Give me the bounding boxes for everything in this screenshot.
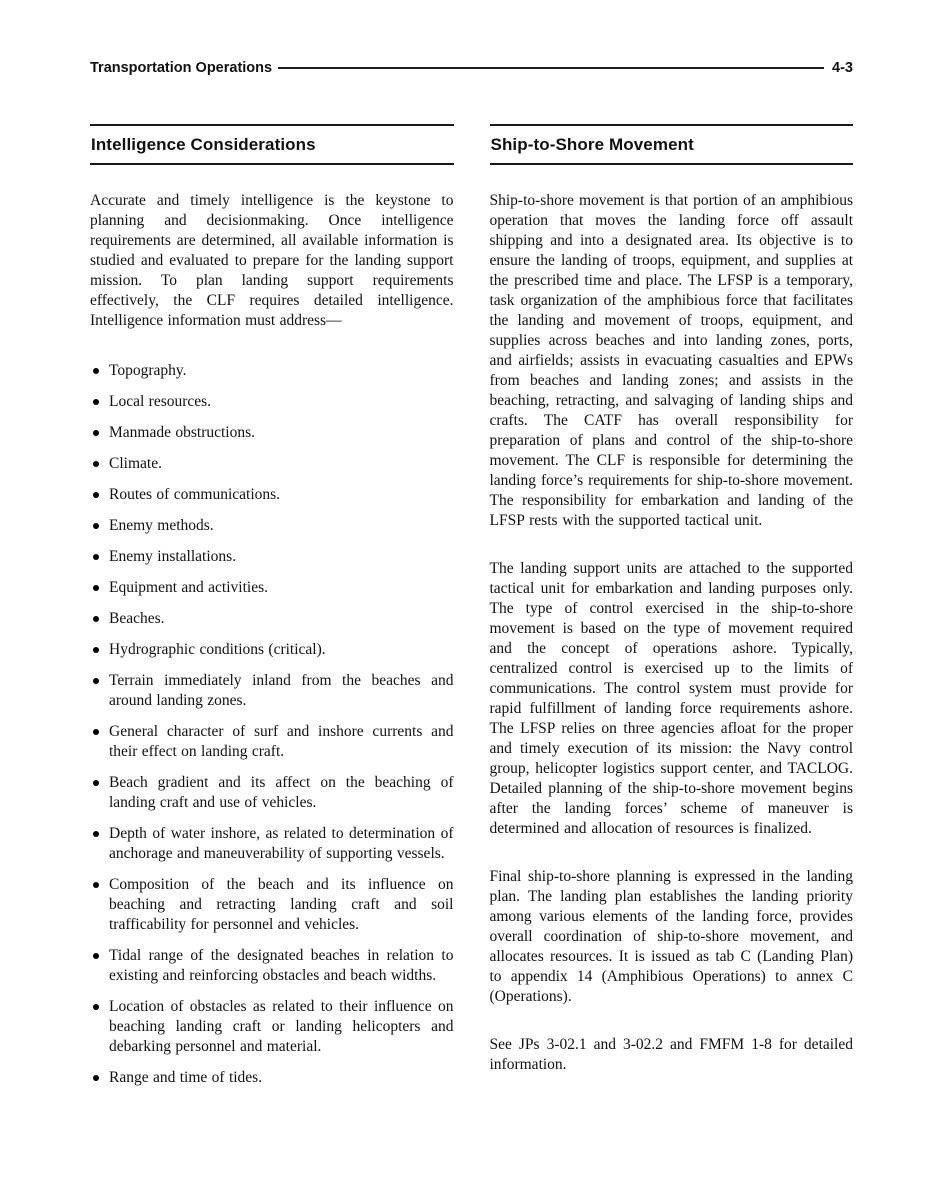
ship-to-shore-paragraph-2: The landing support units are attached to the supported tactical unit for embarkation and landing purposes only. The type of control exercised in the ship-to-shore movement is based on the type of movement required and the concept of operations ashore. Typically, centralized control is exercised up to the limits of communications. The control system must provide for rapid fulfillment of landing force requirements ashore. The LFSP relies on three agencies afloat for the proper and timely execution of its mission: the Navy control group, helicopter logistics support center, and TACLOG. Detailed planning of the ship-to-shore movement begins after the landing forces’ scheme of maneuver is determined and allocation of resources is finalized. <box>489 560 853 837</box>
header-rule <box>278 67 824 69</box>
bullet-item: Climate. <box>90 454 454 474</box>
bullet-item: Tidal range of the designated beaches in relation to existing and reinforcing obstacles and beach widths. <box>90 946 454 986</box>
bullet-item: Routes of communications. <box>90 485 454 505</box>
ship-to-shore-paragraph-4: See JPs 3-02.1 and 3-02.2 and FMFM 1-8 for detailed information. <box>489 1036 853 1073</box>
ship-to-shore-paragraph-1: Ship-to-shore movement is that portion of an amphibious operation that moves the landing force off assault shipping and into a designated area. Its objective is to ensure the landing of troops, equipment, and supplies at the prescribed time and place. The LFSP is a temporary, task organization of the amphibious force that facilitates the landing and movement of troops, equipment, and supplies across beaches and into landing zones, ports, and airfields; assists in evacuating casualties and EPWs from beaches and landing zones; and assists in the beaching, retracting, and salvaging of landing ships and crafts. The CATF has overall responsibility for preparation of plans and control of the ship-to-shore movement. The CLF is responsible for determining the landing force’s requirements for ship-to-shore movement. The responsibility for embarkation and landing of the LFSP rests with the supported tactical unit. <box>489 192 853 529</box>
bullet-item: Topography. <box>90 361 454 381</box>
bullet-item: Equipment and activities. <box>90 578 454 598</box>
page-header <box>90 60 853 76</box>
bullet-item: Manmade obstructions. <box>90 423 454 443</box>
section-heading-intelligence-considerations: Intelligence Considerations <box>90 124 454 165</box>
intelligence-intro-paragraph: Accurate and timely intelligence is the keystone to planning and decisionmaking. Once intelligence requirements are determined, all available information is studied and evaluated to prepare for the landing support mission. To plan landing support requirements effectively, the CLF requires detailed intelligence. Intelligence information must address— <box>90 192 454 329</box>
bullet-item: General character of surf and inshore currents and their effect on landing craft. <box>90 722 454 762</box>
running-head: Transportation Operations <box>90 60 273 76</box>
bullet-item: Depth of water inshore, as related to determination of anchorage and maneuverability of supporting vessels. <box>90 824 454 864</box>
intelligence-bullet-list <box>90 361 454 1088</box>
right-column <box>490 124 854 1103</box>
bullet-item: Composition of the beach and its influence on beaching and retracting landing craft and soil trafficability for personnel and vehicles. <box>90 875 454 935</box>
bullet-item: Location of obstacles as related to their influence on beaching landing craft or landing helicopters and debarking personnel and material. <box>90 997 454 1057</box>
two-column-layout <box>90 124 853 1103</box>
bullet-item: Enemy methods. <box>90 516 454 536</box>
bullet-item: Beach gradient and its affect on the beaching of landing craft and use of vehicles. <box>90 773 454 813</box>
section-heading-ship-to-shore-movement: Ship-to-Shore Movement <box>490 124 854 165</box>
bullet-item: Range and time of tides. <box>90 1068 454 1088</box>
ship-to-shore-paragraph-3: Final ship-to-shore planning is expressed in the landing plan. The landing plan establishes the landing priority among various elements of the landing force, provides overall coordination of ship-to-shore movement, and allocates resources. It is issued as tab C (Landing Plan) to appendix 14 (Amphibious Operations) to annex C (Operations). <box>489 868 853 1005</box>
bullet-item: Enemy installations. <box>90 547 454 567</box>
bullet-item: Terrain immediately inland from the beaches and around landing zones. <box>90 671 454 711</box>
bullet-item: Hydrographic conditions (critical). <box>90 640 454 660</box>
bullet-item: Local resources. <box>90 392 454 412</box>
left-column <box>90 124 454 1103</box>
page-number: 4-3 <box>832 60 853 76</box>
bullet-item: Beaches. <box>90 609 454 629</box>
